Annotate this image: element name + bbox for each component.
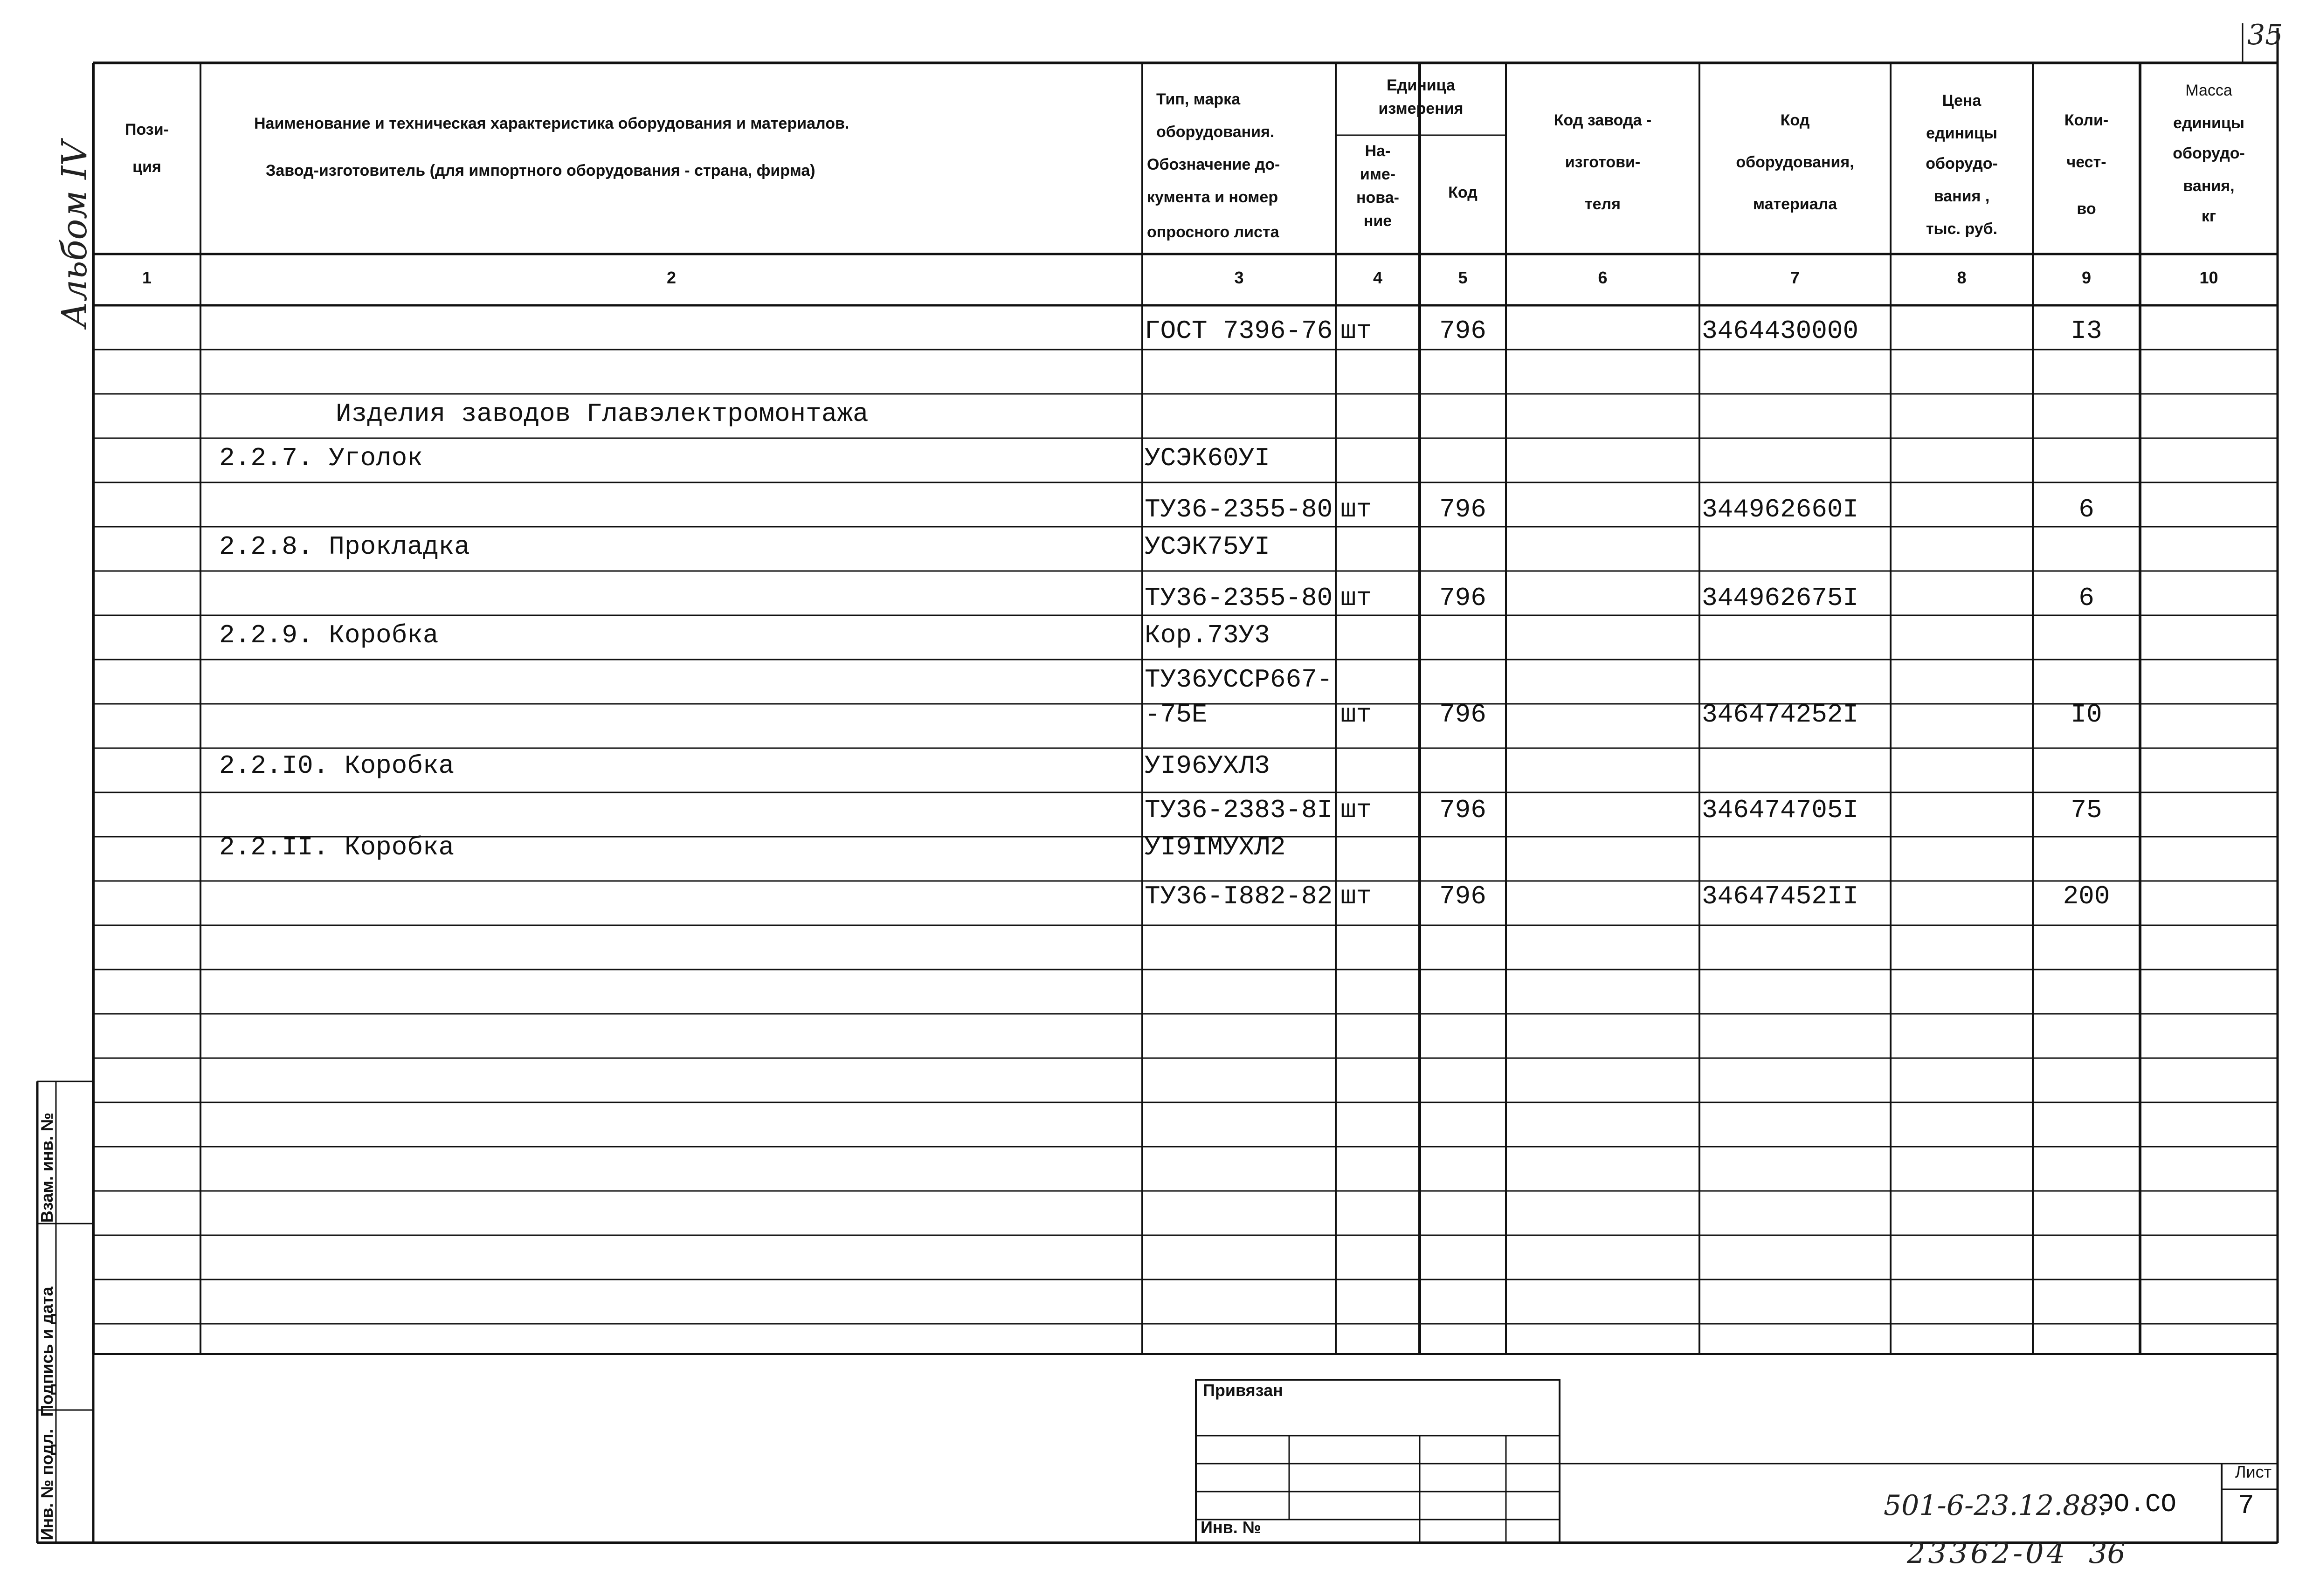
equipment-code: 34647452II <box>1702 881 1859 911</box>
header-price-line4: вания , <box>1933 187 1990 205</box>
equipment-code: 346474705I <box>1702 795 1859 825</box>
colnum-8: 8 <box>1957 268 1967 287</box>
unit-name: шт <box>1340 583 1372 613</box>
unit-name: шт <box>1340 881 1372 911</box>
album-label: Альбом IV <box>55 141 95 328</box>
unit-name: шт <box>1340 795 1372 825</box>
unit-name: шт <box>1340 495 1372 524</box>
header-position-line2: ция <box>132 158 161 176</box>
header-type-line4: кумента и номер <box>1147 188 1278 206</box>
item-type-designation: УСЭК75УI <box>1145 532 1270 562</box>
quantity: 6 <box>2078 495 2094 524</box>
quantity: I0 <box>2071 700 2102 729</box>
header-mass-line3: оборудо- <box>2173 144 2245 162</box>
item-type-designation: ГОСТ 7396-76 <box>1145 316 1333 346</box>
header-price-line2: единицы <box>1926 124 1997 142</box>
colnum-5: 5 <box>1458 268 1468 287</box>
document-designation: 501-6-23.12.88. <box>1884 1489 2107 1522</box>
header-unit-name-line2: име- <box>1360 165 1396 183</box>
corner-page-number: 35 <box>2247 19 2283 51</box>
header-type-line3: Обозначение до- <box>1147 156 1280 173</box>
item-type-designation: ТУ36-2355-80 <box>1145 583 1333 613</box>
header-mass-line1: Масса <box>2185 82 2232 99</box>
item-type-designation: ТУ36-2355-80 <box>1145 495 1333 524</box>
header-type-line5: опросного листа <box>1147 223 1279 241</box>
item-name: 2.2.8. Прокладка <box>219 532 470 562</box>
sheet-label: Лист <box>2235 1462 2272 1481</box>
header-price-line5: тыс. руб. <box>1926 220 1998 238</box>
colnum-9: 9 <box>2081 268 2092 287</box>
header-qty-line1: Коли- <box>2064 111 2109 129</box>
header-name-line1: Наименование и техническая характеристика оборудования и материалов. <box>254 115 849 132</box>
colnum-6: 6 <box>1598 268 1608 287</box>
header-unit-line1: Единица <box>1387 76 1455 94</box>
side-label-inventory-original: Инв. № подл. <box>37 1429 56 1541</box>
header-type-line1: Тип, марка <box>1156 90 1241 108</box>
colnum-1: 1 <box>142 268 152 287</box>
unit-name: шт <box>1340 316 1372 346</box>
archive-number: 23362-04 <box>1907 1536 2068 1570</box>
unit-code: 796 <box>1439 881 1486 911</box>
side-label-signature-date: Подпись и дата <box>37 1286 56 1417</box>
item-type-designation: Кор.73У3 <box>1145 620 1270 650</box>
equipment-code: 346474252I <box>1702 700 1859 729</box>
colnum-7: 7 <box>1790 268 1800 287</box>
equipment-code: 344962660I <box>1702 495 1859 524</box>
header-factory-code-line3: теля <box>1585 195 1621 213</box>
side-label-replacing-inventory: Взам. инв. № <box>37 1112 56 1223</box>
unit-code: 796 <box>1439 700 1486 729</box>
header-mass-line5: кг <box>2201 207 2216 225</box>
sheet-number: 7 <box>2238 1491 2254 1521</box>
header-unit-name-line4: ние <box>1363 212 1392 230</box>
header-factory-code-line1: Код завода - <box>1554 111 1652 129</box>
item-name: 2.2.I0. Коробка <box>219 751 455 781</box>
item-type-designation: УСЭК60УI <box>1145 443 1270 473</box>
header-unit-code: Код <box>1448 184 1478 201</box>
unit-code: 796 <box>1439 495 1486 524</box>
header-qty-line2: чест- <box>2066 153 2106 171</box>
stamp-privyazan: Привязан <box>1203 1381 1283 1400</box>
header-position-line1: Пози- <box>125 121 169 138</box>
item-name: 2.2.II. Коробка <box>219 832 455 862</box>
stamp-inventory-number: Инв. № <box>1201 1518 1261 1537</box>
header-qty-line3: во <box>2077 200 2096 218</box>
equipment-code: 3464430000 <box>1702 316 1859 346</box>
item-type-designation: ТУ36-I882-82 <box>1145 881 1333 911</box>
equipment-code: 344962675I <box>1702 583 1859 613</box>
item-type-designation: УI9IМУХЛ2 <box>1145 832 1286 862</box>
item-type-designation: УI96УХЛ3 <box>1145 751 1270 781</box>
header-unit-line2: измерения <box>1378 100 1464 117</box>
header-equip-code-line3: материала <box>1753 195 1837 213</box>
colnum-10: 10 <box>2199 268 2218 287</box>
quantity: 75 <box>2071 795 2102 825</box>
header-type-line2: оборудования. <box>1156 123 1275 141</box>
header-price-line1: Цена <box>1942 92 1982 110</box>
item-type-designation: -75Е <box>1145 700 1208 729</box>
header-price-line3: оборудо- <box>1926 155 1998 172</box>
item-name: 2.2.7. Уголок <box>219 443 423 473</box>
document-section-code: ЭО.СО <box>2098 1489 2177 1519</box>
unit-code: 796 <box>1439 316 1486 346</box>
colnum-4: 4 <box>1373 268 1383 287</box>
header-equip-code-line2: оборудования, <box>1736 153 1854 171</box>
header-unit-name-line3: нова- <box>1356 189 1399 206</box>
quantity: 200 <box>2063 881 2110 911</box>
header-mass-line2: единицы <box>2173 114 2244 132</box>
section-heading: Изделия заводов Главэлектромонтажа <box>336 399 869 429</box>
quantity: I3 <box>2071 316 2102 346</box>
item-name: 2.2.9. Коробка <box>219 620 439 650</box>
unit-code: 796 <box>1439 795 1486 825</box>
unit-name: шт <box>1340 700 1372 729</box>
header-name-line2: Завод-изготовитель (для импортного оборудования - страна, фирма) <box>266 162 815 179</box>
header-unit-name-line1: На- <box>1365 142 1391 160</box>
colnum-3: 3 <box>1234 268 1244 287</box>
header-equip-code-line1: Код <box>1780 111 1810 129</box>
header-factory-code-line2: изготови- <box>1565 153 1641 171</box>
header-mass-line4: вания, <box>2183 177 2235 195</box>
archive-page: 36 <box>2089 1536 2126 1570</box>
colnum-2: 2 <box>666 268 677 287</box>
unit-code: 796 <box>1439 583 1486 613</box>
item-type-designation: ТУ36УССР667- <box>1145 665 1333 695</box>
quantity: 6 <box>2078 583 2094 613</box>
item-type-designation: ТУ36-2383-8I <box>1145 795 1333 825</box>
